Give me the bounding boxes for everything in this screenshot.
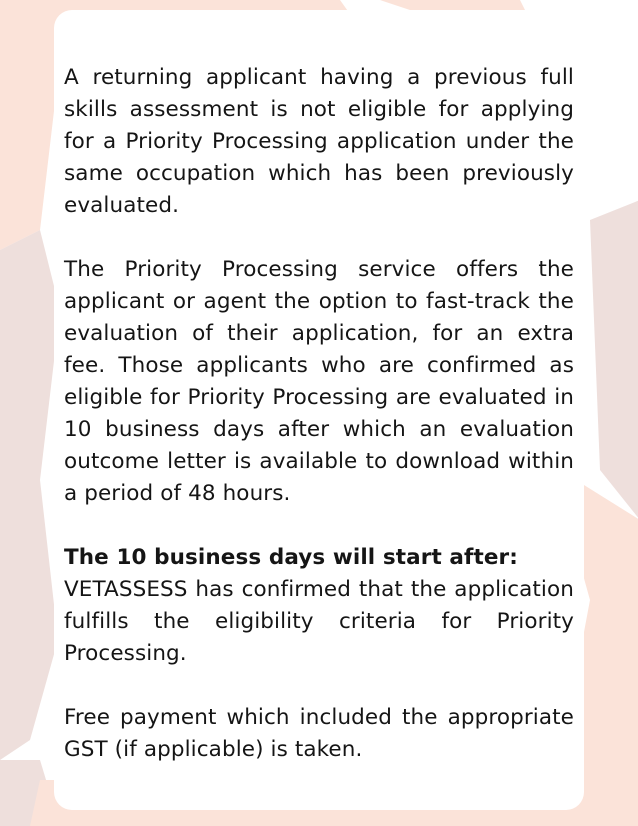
paragraph-text: A returning applicant having a previous full skills assessment is not eligible for applying for a Priority Processing application under the same occupation which has been previously evaluated. [64, 65, 574, 218]
paragraph-payment [64, 702, 574, 766]
paragraph-priority-processing [64, 254, 574, 510]
business-days-heading: The 10 business days will start after: [64, 545, 518, 570]
paragraph-text: The Priority Processing service offers the applicant or agent the option to fast-track the evaluation of their application, for an extra fee. Those applicants who are confirmed as eligible for Priority Processing are evaluated in 10 business days after which an evaluation outcome letter is available to download within a period of 48 hours. [64, 257, 574, 506]
paragraph-text: Free payment which included the appropriate GST (if applicable) is taken. [64, 705, 574, 762]
paragraph-business-days [64, 542, 574, 670]
paragraph-returning-applicant [64, 62, 574, 222]
rose-brush-shape-right [590, 200, 638, 520]
paragraph-text: VETASSESS has confirmed that the application fulfills the eligibility criteria for Priority Processing. [64, 577, 574, 666]
rose-brush-shape-left [0, 230, 60, 760]
